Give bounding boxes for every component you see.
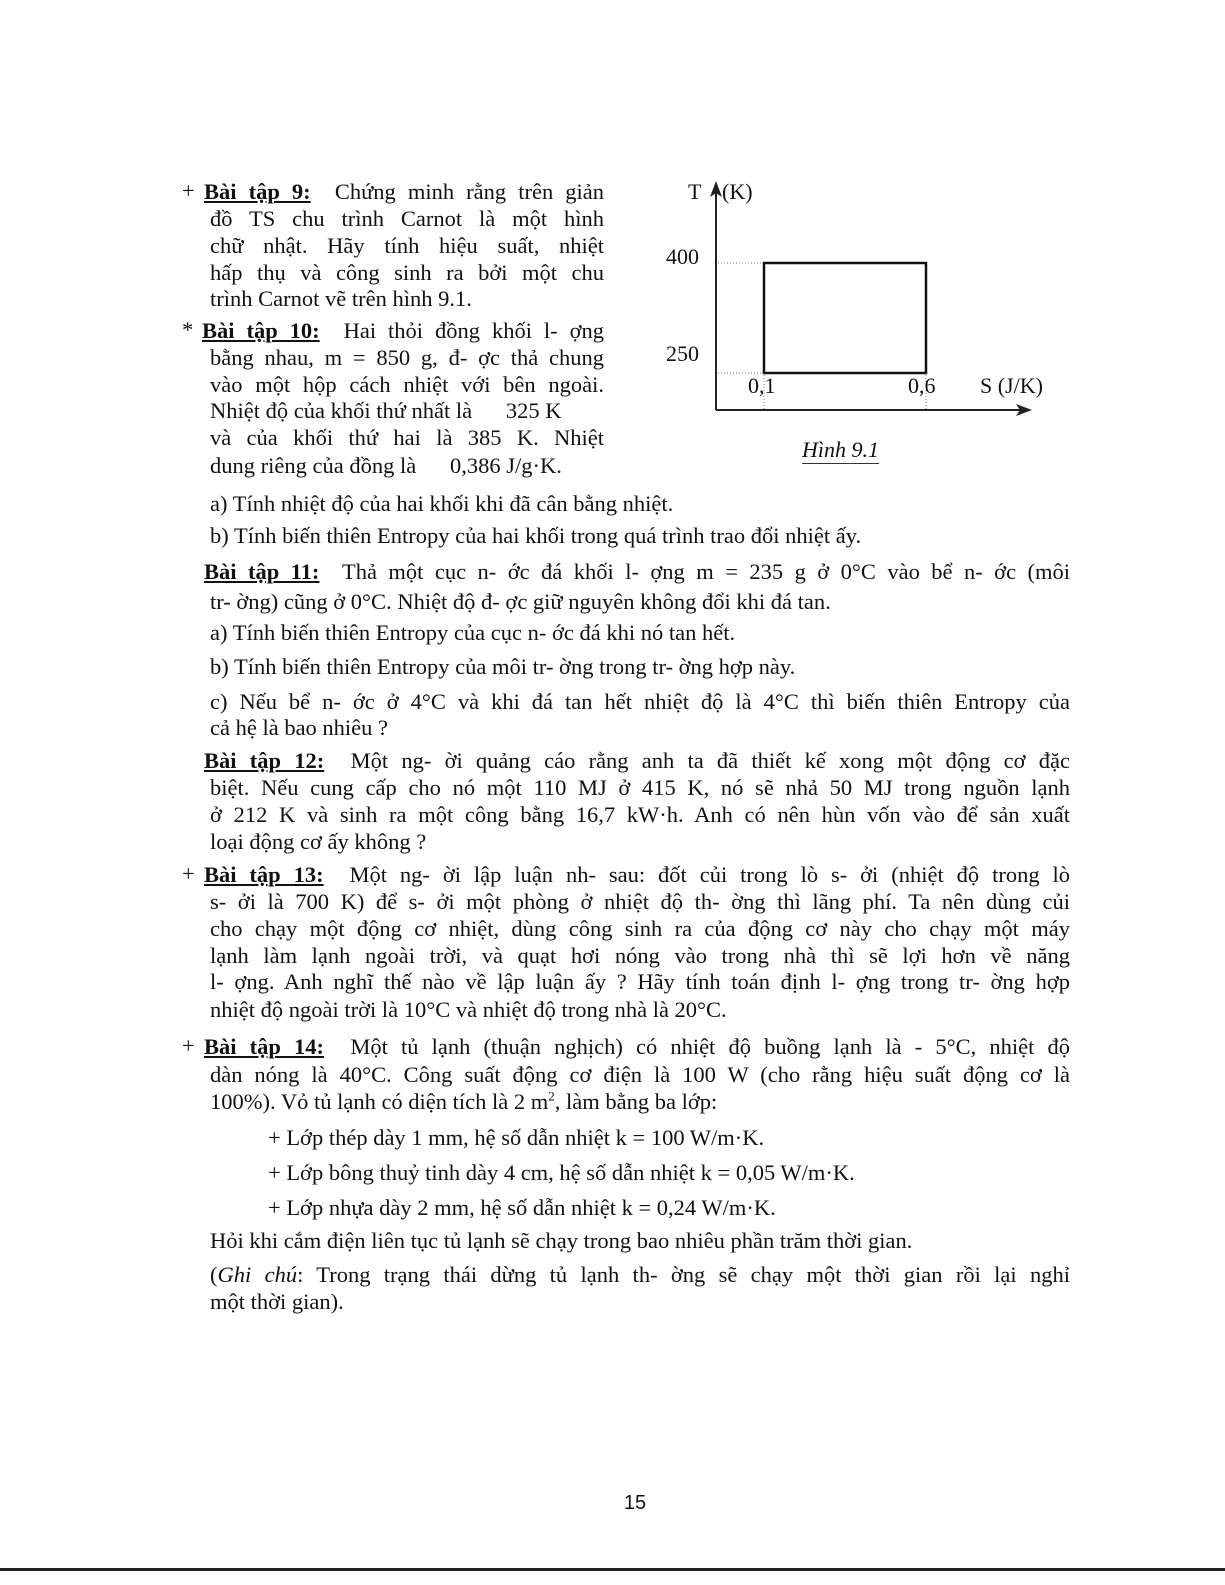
exercise-12-label: Bài tập 12:	[204, 748, 325, 773]
exercise-13-line-4: lạnh làm lạnh ngoài trời, và quạt hơi nóng vào trong nhà thì sẽ lợi hơn về năng	[210, 943, 1070, 968]
exercise-14-note-line-2: một thời gian).	[210, 1289, 344, 1314]
exercise-9-line-4: hấp thụ và công sinh ra bởi một chu	[210, 260, 604, 285]
exercise-14-question: Hỏi khi cắm điện liên tục tủ lạnh sẽ chạy trong bao nhiêu phần trăm thời gian.	[210, 1228, 913, 1253]
exercise-9-line-5: trình Carnot vẽ trên hình 9.1.	[210, 286, 472, 311]
exercise-10-part-b: b) Tính biến thiên Entropy của hai khối trong quá trình trao đổi nhiệt ấy.	[210, 523, 862, 548]
exercise-9-line-2: đồ TS chu trình Carnot là một hình	[210, 206, 604, 231]
exercise-9-line-1: Bài tập 9: Chứng minh rằng trên giản	[204, 179, 605, 204]
exercise-10-line-5: và của khối thứ hai là 385 K. Nhiệt	[210, 425, 604, 450]
exercise-10-line-1: Bài tập 10: Hai thỏi đồng khối l- ợng	[202, 318, 605, 343]
tick-0-1: 0,1	[748, 373, 776, 398]
exercise-14-mark: +	[182, 1033, 195, 1058]
exercise-14-line-3: 100%). Vỏ tủ lạnh có diện tích là 2 $m^2$, làm bằng ba lớp:	[210, 1088, 718, 1114]
exercise-10-line-2: bằng nhau, m = 850 g, đ- ợc thả chung	[210, 345, 604, 370]
exercise-10-line-6: dung riêng của đồng là 0,386 J/g·K.	[210, 453, 562, 478]
exercise-11-part-a: a) Tính biến thiên Entropy của cục n- ớc đá khi nó tan hết.	[210, 620, 736, 645]
t-axis-unit: (K)	[722, 179, 753, 204]
exercise-11-line-1: Bài tập 11: Thả một cục n- ớc đá khối l- ợng m = 235 g ở 0°C vào bể n- ớc (môi	[204, 559, 1071, 584]
ts-diagram	[660, 175, 1070, 475]
layer-glass-wool: + Lớp bông thuỷ tinh dày 4 cm, hệ số dẫn nhiệt k = 0,05 W/m·K.	[268, 1160, 855, 1185]
exercise-9-mark: +	[182, 178, 195, 203]
exercise-13-line-6: nhiệt độ ngoài trời là 10°C và nhiệt độ trong nhà là 20°C.	[210, 997, 727, 1022]
page-number: 15	[623, 1492, 647, 1514]
exercise-9-label: Bài tập 9:	[204, 179, 311, 204]
exercise-14-note-line-1: (Ghi chú: Trong trạng thái dừng tủ lạnh th- ờng sẽ chạy một thời gian rồi lại nghỉ	[210, 1262, 1070, 1287]
carnot-cycle-rectangle	[764, 263, 926, 373]
exercise-12-line-3: ở 212 K và sinh ra một công bằng 16,7 kW·h. Anh có nên hùn vốn vào để sản xuất	[210, 802, 1070, 827]
exercise-12-line-1: Bài tập 12: Một ng- ời quảng cáo rằng anh ta đã thiết kế xong một động cơ đặc	[204, 748, 1071, 773]
exercise-11-part-b: b) Tính biến thiên Entropy của môi tr- ờng trong tr- ờng hợp này.	[210, 654, 796, 679]
exercise-14-line-2: dàn nóng là 40°C. Công suất động cơ điện là 100 W (cho rằng hiệu suất động cơ là	[210, 1062, 1070, 1087]
exercise-11-label: Bài tập 11:	[204, 559, 320, 584]
exercise-10-line-4: Nhiệt độ của khối thứ nhất là 325 K	[210, 398, 562, 423]
exercise-13-line-3: cho chạy một động cơ nhiệt, dùng công sinh ra của động cơ này cho chạy một máy	[210, 916, 1070, 941]
exercise-10-part-a: a) Tính nhiệt độ của hai khối khi đã cân bằng nhiệt.	[210, 491, 674, 516]
exercise-13-line-2: s- ởi là 700 K) để s- ởi một phòng ở nhiệt độ th- ờng thì lãng phí. Ta nên dùng củi	[210, 889, 1070, 914]
exercise-11-line-2: tr- ờng) cũng ở 0°C. Nhiệt độ đ- ợc giữ nguyên không đổi khi đá tan.	[210, 589, 831, 614]
tick-0-6: 0,6	[908, 373, 936, 398]
exercise-12-line-2: biệt. Nếu cung cấp cho nó một 110 MJ ở 415 K, nó sẽ nhả 50 MJ trong nguồn lạnh	[210, 775, 1070, 800]
exercise-10-label: Bài tập 10:	[202, 318, 320, 343]
exercise-9-line-3: chữ nhật. Hãy tính hiệu suất, nhiệt	[210, 233, 604, 258]
tick-400: 400	[666, 244, 699, 269]
s-axis-label: S (J/K)	[980, 373, 1043, 398]
layer-steel: + Lớp thép dày 1 mm, hệ số dẫn nhiệt k = 100 W/m·K.	[268, 1125, 765, 1150]
page-bottom-rule	[0, 1568, 1225, 1571]
exercise-14-label: Bài tập 14:	[204, 1034, 325, 1059]
note-label: Ghi chú	[217, 1262, 298, 1287]
exercise-14-line-1: Bài tập 14: Một tủ lạnh (thuận nghịch) có nhiệt độ buồng lạnh là - 5°C, nhiệt độ	[204, 1034, 1070, 1059]
exercise-12-line-4: loại động cơ ấy không ?	[210, 829, 427, 854]
exercise-11-part-c-2: cả hệ là bao nhiêu ?	[210, 715, 389, 740]
layer-plastic: + Lớp nhựa dày 2 mm, hệ số dẫn nhiệt k = 0,24 W/m·K.	[268, 1195, 776, 1220]
figure-caption: Hình 9.1	[802, 437, 879, 462]
exercise-10-line-3: vào một hộp cách nhiệt với bên ngoài.	[210, 372, 604, 397]
exercise-11-part-c-1: c) Nếu bể n- ớc ở 4°C và khi đá tan hết nhiệt độ là 4°C thì biến thiên Entropy của	[210, 689, 1070, 714]
tick-250: 250	[666, 341, 699, 366]
exercise-13-mark: +	[182, 861, 195, 886]
exercise-13-label: Bài tập 13:	[204, 862, 324, 887]
exercise-13-line-1: Bài tập 13: Một ng- ời lập luận nh- sau: đốt củi trong lò s- ởi (nhiệt độ trong lò	[204, 862, 1070, 887]
figure-9-1	[660, 175, 1070, 475]
exercise-10-mark: *	[182, 317, 194, 342]
exercise-13-line-5: l- ợng. Anh nghĩ thế nào về lập luận ấy ? Hãy tính toán định l- ợng trong tr- ờng hợp	[210, 969, 1070, 994]
t-axis-label: T	[688, 179, 702, 204]
